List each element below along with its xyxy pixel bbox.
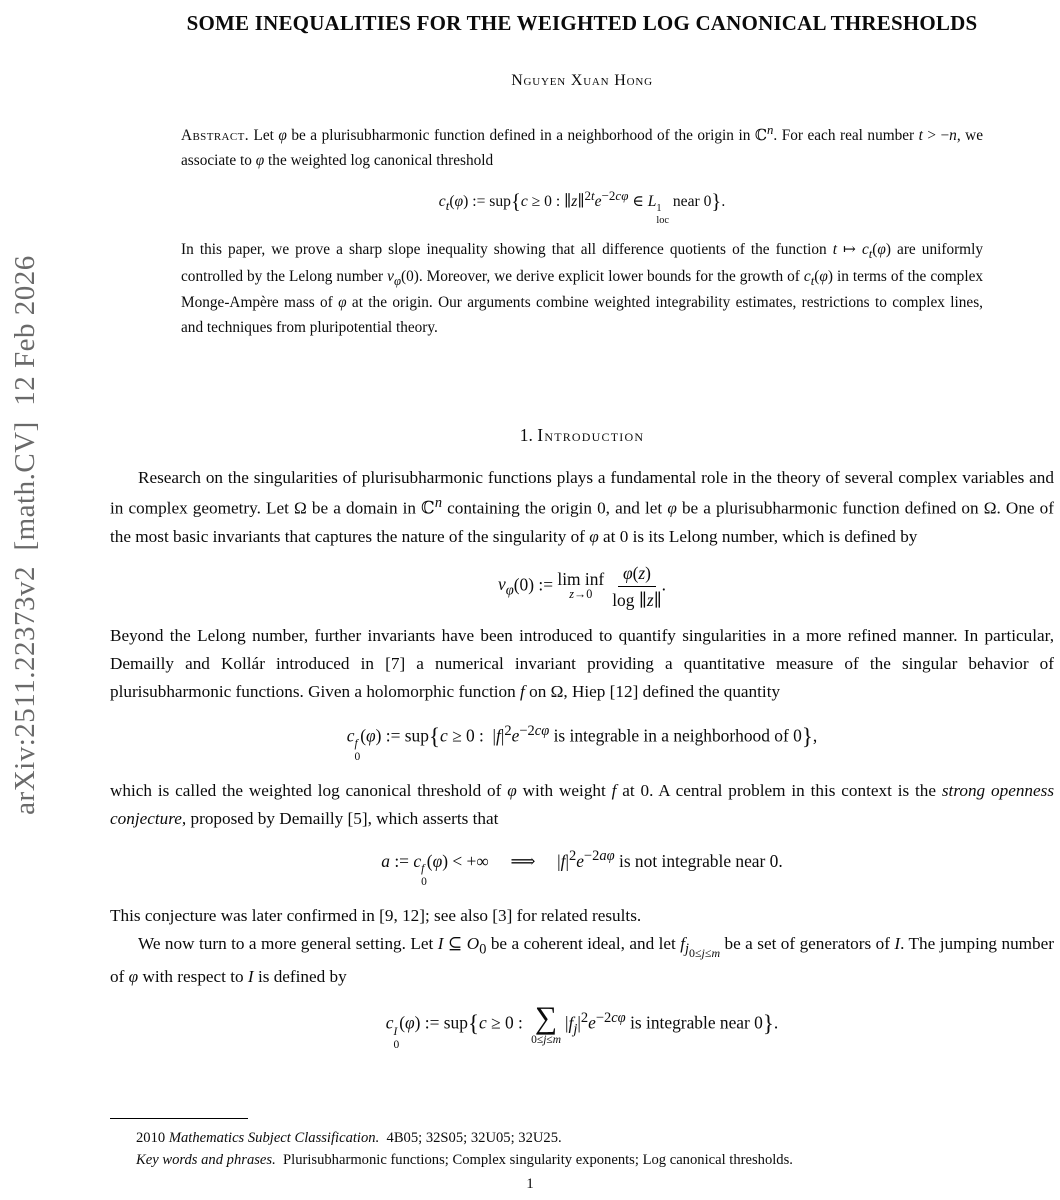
section-number: 1.	[519, 424, 533, 445]
abstract-paragraph-1	[181, 120, 983, 174]
section-heading	[110, 425, 1054, 446]
footnote-block	[110, 1118, 1054, 1172]
intro-paragraph-1: Research on the singularities of plurisubharmonic functions plays a fundamental role in the theory of several complex variables and in complex geometry. Let Ω be a domain in ℂ$^n$ containing the origin 0, and let φ be a plurisubharmonic function defined on Ω. One of the most basic invariants that captures the nature of the singularity of φ at 0 is its Lelong number, which is defined by	[110, 467, 1054, 546]
intro-paragraph-3: which is called the weighted log canonical threshold of φ with weight f at 0. A central problem in this context is the strong openness conjecture, proposed by Demailly [5], which asserts that	[110, 780, 1055, 828]
abstract-label: Abstract.	[181, 127, 249, 145]
footnote-keywords: Key words and phrases. Plurisubharmonic functions; Complex singularity exponents; Log canonical thresholds.	[136, 1151, 793, 1168]
abstract-paragraph-2: In this paper, we prove a sharp slope inequality showing that all difference quotients of the function t ↦ $c_t(\varphi)$ are uniformly controlled by the Lelong number $\nu_\varphi(0)$. Moreover, we derive explicit lower bounds for the growth of $c_t(\varphi)$ in terms of the complex Monge-Ampère mass of φ at the origin. Our arguments combine weighted integrability estimates, restrictions to complex lines, and techniques from pluripotential theory.	[181, 240, 984, 336]
intro-paragraph-5: We now turn to a more general setting. Let I ⊆ $O_0$ be a coherent ideal, and let $f_{j_{0\le j\le m}}$ be a set of generators of I. The jumping number of φ with respect to I is defined by	[110, 933, 1054, 987]
introduction-body	[110, 464, 1054, 1052]
equation-jumping-number: c I 0 (φ) := sup{c ≥ 0 : ∑ 0≤j≤m $|f_j|^2e^{-2c\varphi}$ is integrable near 0}.	[385, 1000, 779, 1051]
paper-title: SOME INEQUALITIES FOR THE WEIGHTED LOG CANONICAL THRESHOLDS	[186, 11, 978, 35]
page-number: 1	[526, 1176, 534, 1192]
equation-weighted-threshold-def: $c_t(\varphi)$ := sup{c ≥ 0 : $\parallel z\parallel^{2t}e^{-2c\varphi}$ ∈ L 1 loc near 0}.	[438, 187, 726, 227]
equation-c0f-definition: c f 0 (φ) := sup{c ≥ 0 : $|f|^2e^{-2c\varphi}$ is integrable in a neighborhood of 0},	[346, 722, 818, 764]
intro-paragraph-2: Beyond the Lelong number, further invariants have been introduced to quantify singularities in a more refined manner. In particular, Demailly and Kollár introduced in [7] a numerical invariant providing a quantitative measure of the singular behavior of plurisubharmonic functions. Given a holomorphic function f on Ω, Hiep [12] defined the quantity	[110, 625, 1054, 701]
equation-strong-openness: a := c f 0 (φ) < +∞ ⟹ $|f|^2e^{-2a\varphi}$ is not integrable near 0.	[381, 847, 783, 889]
text-column	[110, 0, 1054, 1064]
arxiv-stamp: arXiv:2511.22373v2 [math.CV] 12 Feb 2026	[9, 255, 41, 815]
equation-lelong-number: $\nu_\varphi(0)$ := lim inf z→0 $\frac{\varphi(z)}{\log \parallel z\parallel}$ .	[497, 562, 667, 610]
abstract-section	[181, 120, 983, 341]
footnote-rule	[110, 1118, 248, 1119]
author-name: Nguyen Xuan Hong	[511, 72, 653, 90]
section-title: Introduction	[537, 424, 645, 445]
intro-paragraph-4: This conjecture was later confirmed in [9, 12]; see also [3] for related results.	[110, 905, 642, 925]
abstract-text-1: Let φ be a plurisubharmonic function defined in a neighborhood of the origin in ℂ$^n$. For each real number t > −n, we associate to φ the weighted log canonical threshold	[181, 123, 983, 170]
footnote-msc: 2010 Mathematics Subject Classification. 4B05; 32S05; 32U05; 32U25.	[136, 1130, 562, 1146]
